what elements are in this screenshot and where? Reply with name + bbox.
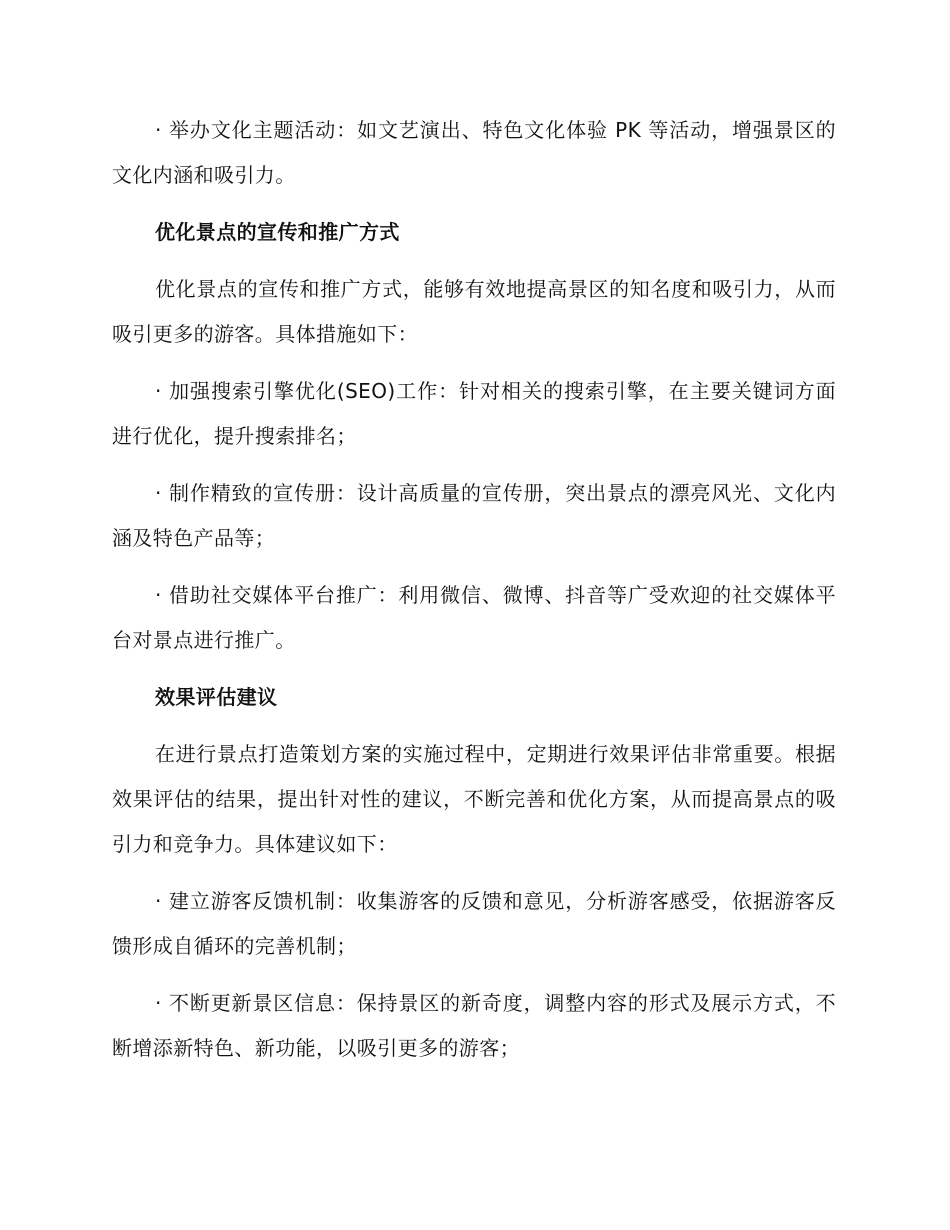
paragraph-evaluation-intro: 在进行景点打造策划方案的实施过程中，定期进行效果评估非常重要。根据效果评估的结果，提出针对性的建议，不断完善和优化方案，从而提高景点的吸引力和竞争力。具体建议如下：: [112, 742, 836, 856]
bullet-update-info: · 不断更新景区信息：保持景区的新奇度，调整内容的形式及展示方式，不断增添新特色、新功能，以吸引更多的游客；: [112, 991, 836, 1060]
section-heading-evaluation: 效果评估建议: [155, 685, 278, 709]
bullet-feedback-mechanism: · 建立游客反馈机制：收集游客的反馈和意见，分析游客感受，依据游客反馈形成自循环的完善机制；: [112, 889, 836, 958]
paragraph-promotion-intro: 优化景点的宣传和推广方式，能够有效地提高景区的知名度和吸引力，从而吸引更多的游客。具体措施如下：: [112, 277, 836, 346]
section-heading-promotion: 优化景点的宣传和推广方式: [155, 220, 400, 244]
document-page: [112, 108, 836, 1083]
bullet-social-media: · 借助社交媒体平台推广：利用微信、微博、抖音等广受欢迎的社交媒体平台对景点进行推广。: [112, 583, 836, 652]
bullet-brochure: · 制作精致的宣传册：设计高质量的宣传册，突出景点的漂亮风光、文化内涵及特色产品等；: [112, 481, 836, 550]
bullet-seo: · 加强搜索引擎优化(SEO)工作：针对相关的搜索引擎，在主要关键词方面进行优化，提升搜索排名；: [112, 379, 836, 448]
bullet-cultural-events: · 举办文化主题活动：如文艺演出、特色文化体验 PK 等活动，增强景区的文化内涵和吸引力。: [112, 118, 836, 187]
